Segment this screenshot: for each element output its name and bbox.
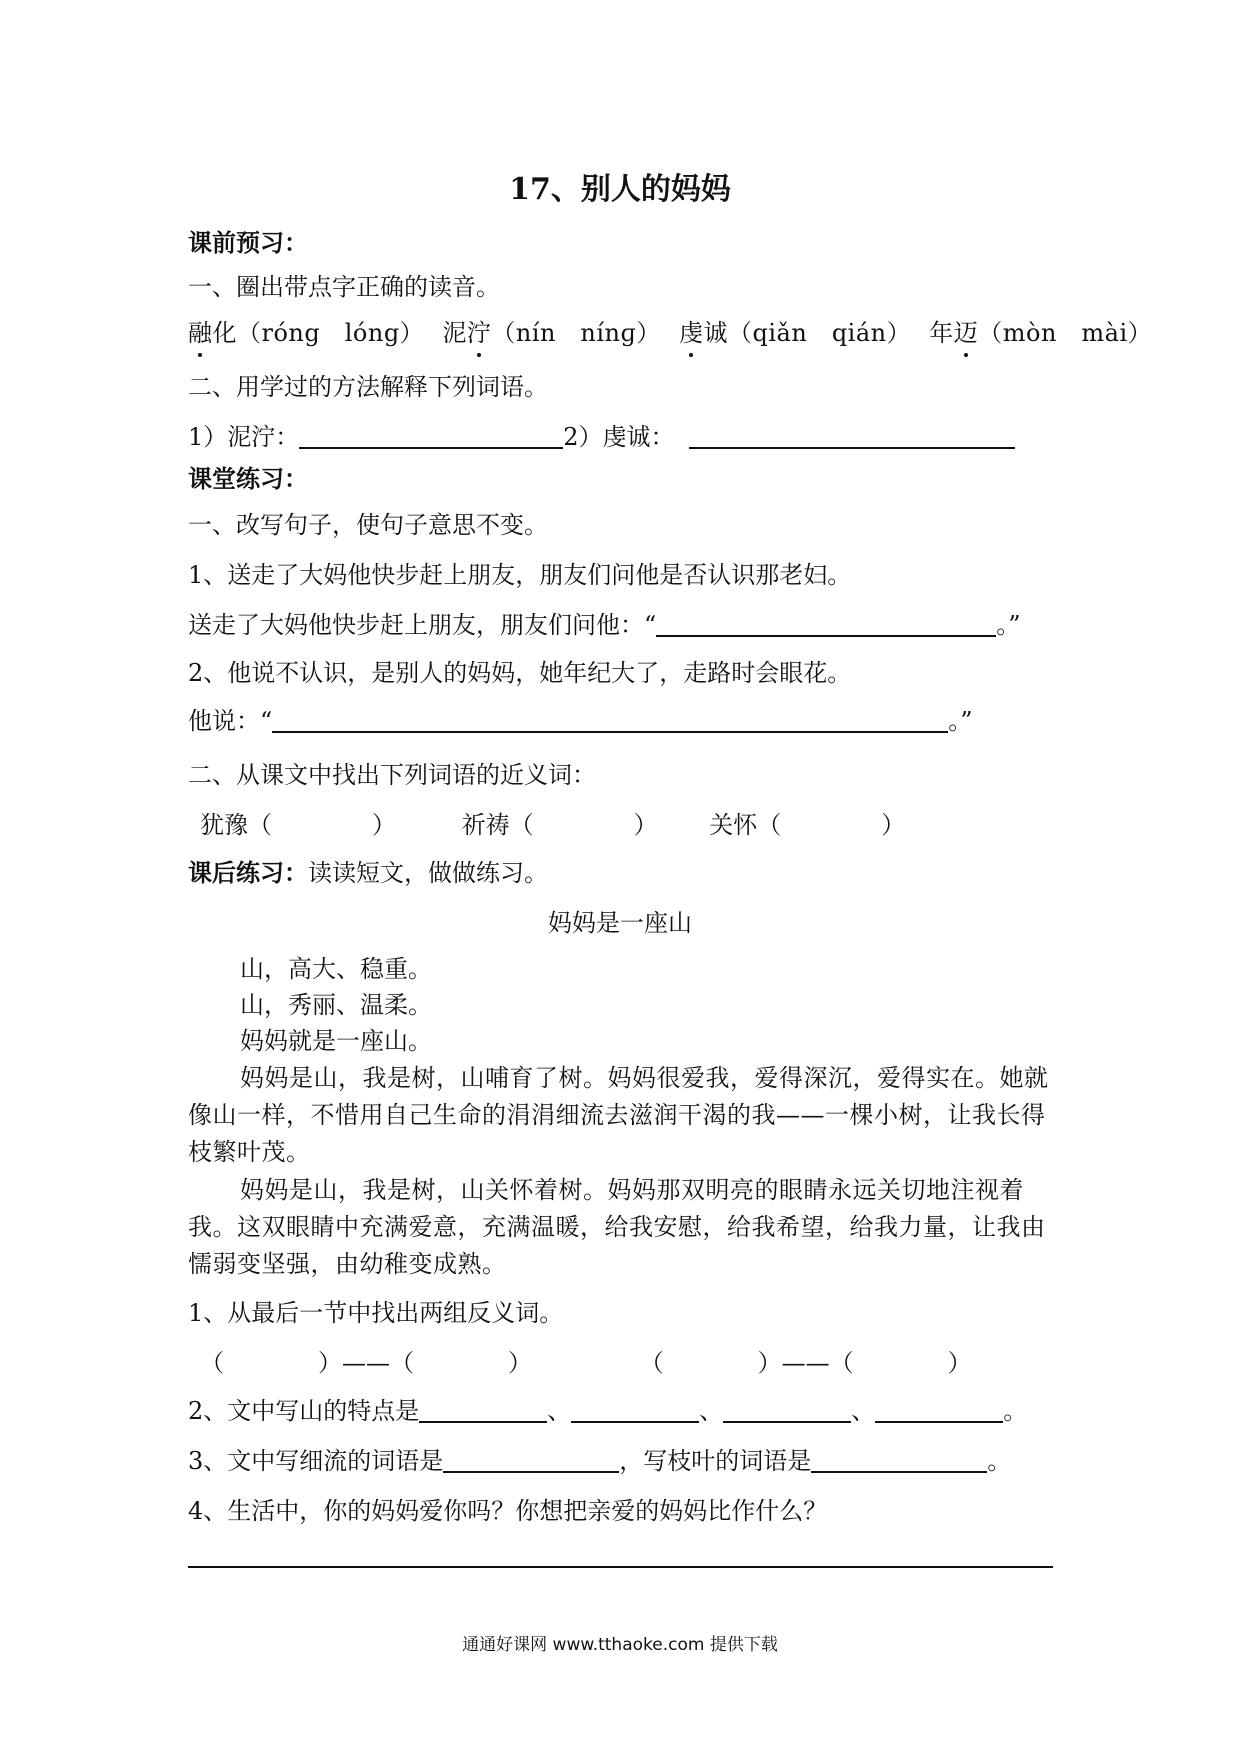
sentence-2-rewrite: 他说：“ 。” [188,707,973,735]
passage-paragraph-2: 妈妈是山，我是树，山关怀着树。妈妈那双明亮的眼睛永远关切地注视着我。这双眼睛中充满爱意，充满温暖，给我安慰，给我希望，给我力量，让我由懦弱变坚强，由幼稚变成熟。 [188,1176,1046,1278]
answer-blank[interactable] [811,1447,987,1473]
answer-blank[interactable] [272,707,948,733]
class-q1-prompt: 一、改写句子，使句子意思不变。 [188,511,548,539]
after-class-instruction: 读读短文，做做练习。 [308,859,548,887]
after-q2: 2、文中写山的特点是 、 、 、 。 [188,1397,1028,1425]
after-class-heading: 课后练习： [188,858,308,887]
synonym-row: 犹豫（ ） 祈祷（ ） 关怀（ ） [200,811,906,839]
passage-line: 妈妈就是一座山。 [240,1027,432,1055]
antonym-row: （ ）——（ ） （ ）——（ ） [200,1349,972,1377]
pre-q2-answers: 1）泥泞： 2）虔诚： [188,420,1015,454]
sentence-1-rewrite: 送走了大妈他快步赶上朋友，朋友们问他：“ 。” [188,611,1021,639]
dotted-char: 虔 [679,316,704,350]
pinyin-row [188,316,1152,350]
answer-blank[interactable] [571,1397,699,1423]
pinyin-item: 虔诚（qiǎn qián） [679,319,911,347]
passage-paragraph-1: 妈妈是山，我是树，山哺育了树。妈妈很爱我，爱得深沉，爱得实在。她就像山一样，不惜用自己生命的涓涓细流去滋润干渴的我——一棵小树，让我长得枝繁叶茂。 [188,1064,1049,1166]
answer-blank[interactable] [443,1447,619,1473]
answer-blank[interactable] [419,1397,547,1423]
class-practice-heading: 课堂练习： [188,464,308,493]
pre-study-heading: 课前预习： [188,228,308,257]
footer: 通通好课网 www.tthaoke.com 提供下载 [462,1635,778,1655]
answer-line[interactable] [188,1566,1053,1568]
pinyin-item: 泥泞（nín nínɡ） [442,319,661,347]
after-q3: 3、文中写细流的词语是 ，写枝叶的词语是 。 [188,1447,1012,1475]
after-class-line [188,856,548,890]
dotted-char: 迈 [954,316,979,350]
sentence-2: 2、他说不认识，是别人的妈妈，她年纪大了，走路时会眼花。 [188,659,852,687]
answer-blank[interactable] [875,1397,1003,1423]
after-q1: 1、从最后一节中找出两组反义词。 [188,1299,564,1327]
passage-title: 妈妈是一座山 [548,909,692,937]
pre-q1-prompt: 一、圈出带点字正确的读音。 [188,273,500,301]
answer-blank[interactable] [656,611,996,637]
dotted-char: 融 [188,316,213,350]
after-q4: 4、生活中，你的妈妈爱你吗？你想把亲爱的妈妈比作什么？ [188,1497,828,1525]
pre-q2-prompt: 二、用学过的方法解释下列词语。 [188,373,548,401]
answer-blank[interactable] [723,1397,851,1423]
answer-blank[interactable] [299,423,563,449]
class-q2-prompt: 二、从课文中找出下列词语的近义词： [188,761,596,789]
sentence-1: 1、送走了大妈他快步赶上朋友，朋友们问他是否认识那老妇。 [188,561,852,589]
passage-line: 山，秀丽、温柔。 [240,991,432,1019]
answer-blank[interactable] [689,423,1015,449]
pinyin-item: 融化（róng lóng） [188,319,424,347]
page-title: 17、别人的妈妈 [509,172,731,207]
dotted-char: 泞 [467,316,492,350]
passage-line: 山，高大、稳重。 [240,955,432,983]
pinyin-item: 年迈（mòn mài） [929,319,1152,347]
